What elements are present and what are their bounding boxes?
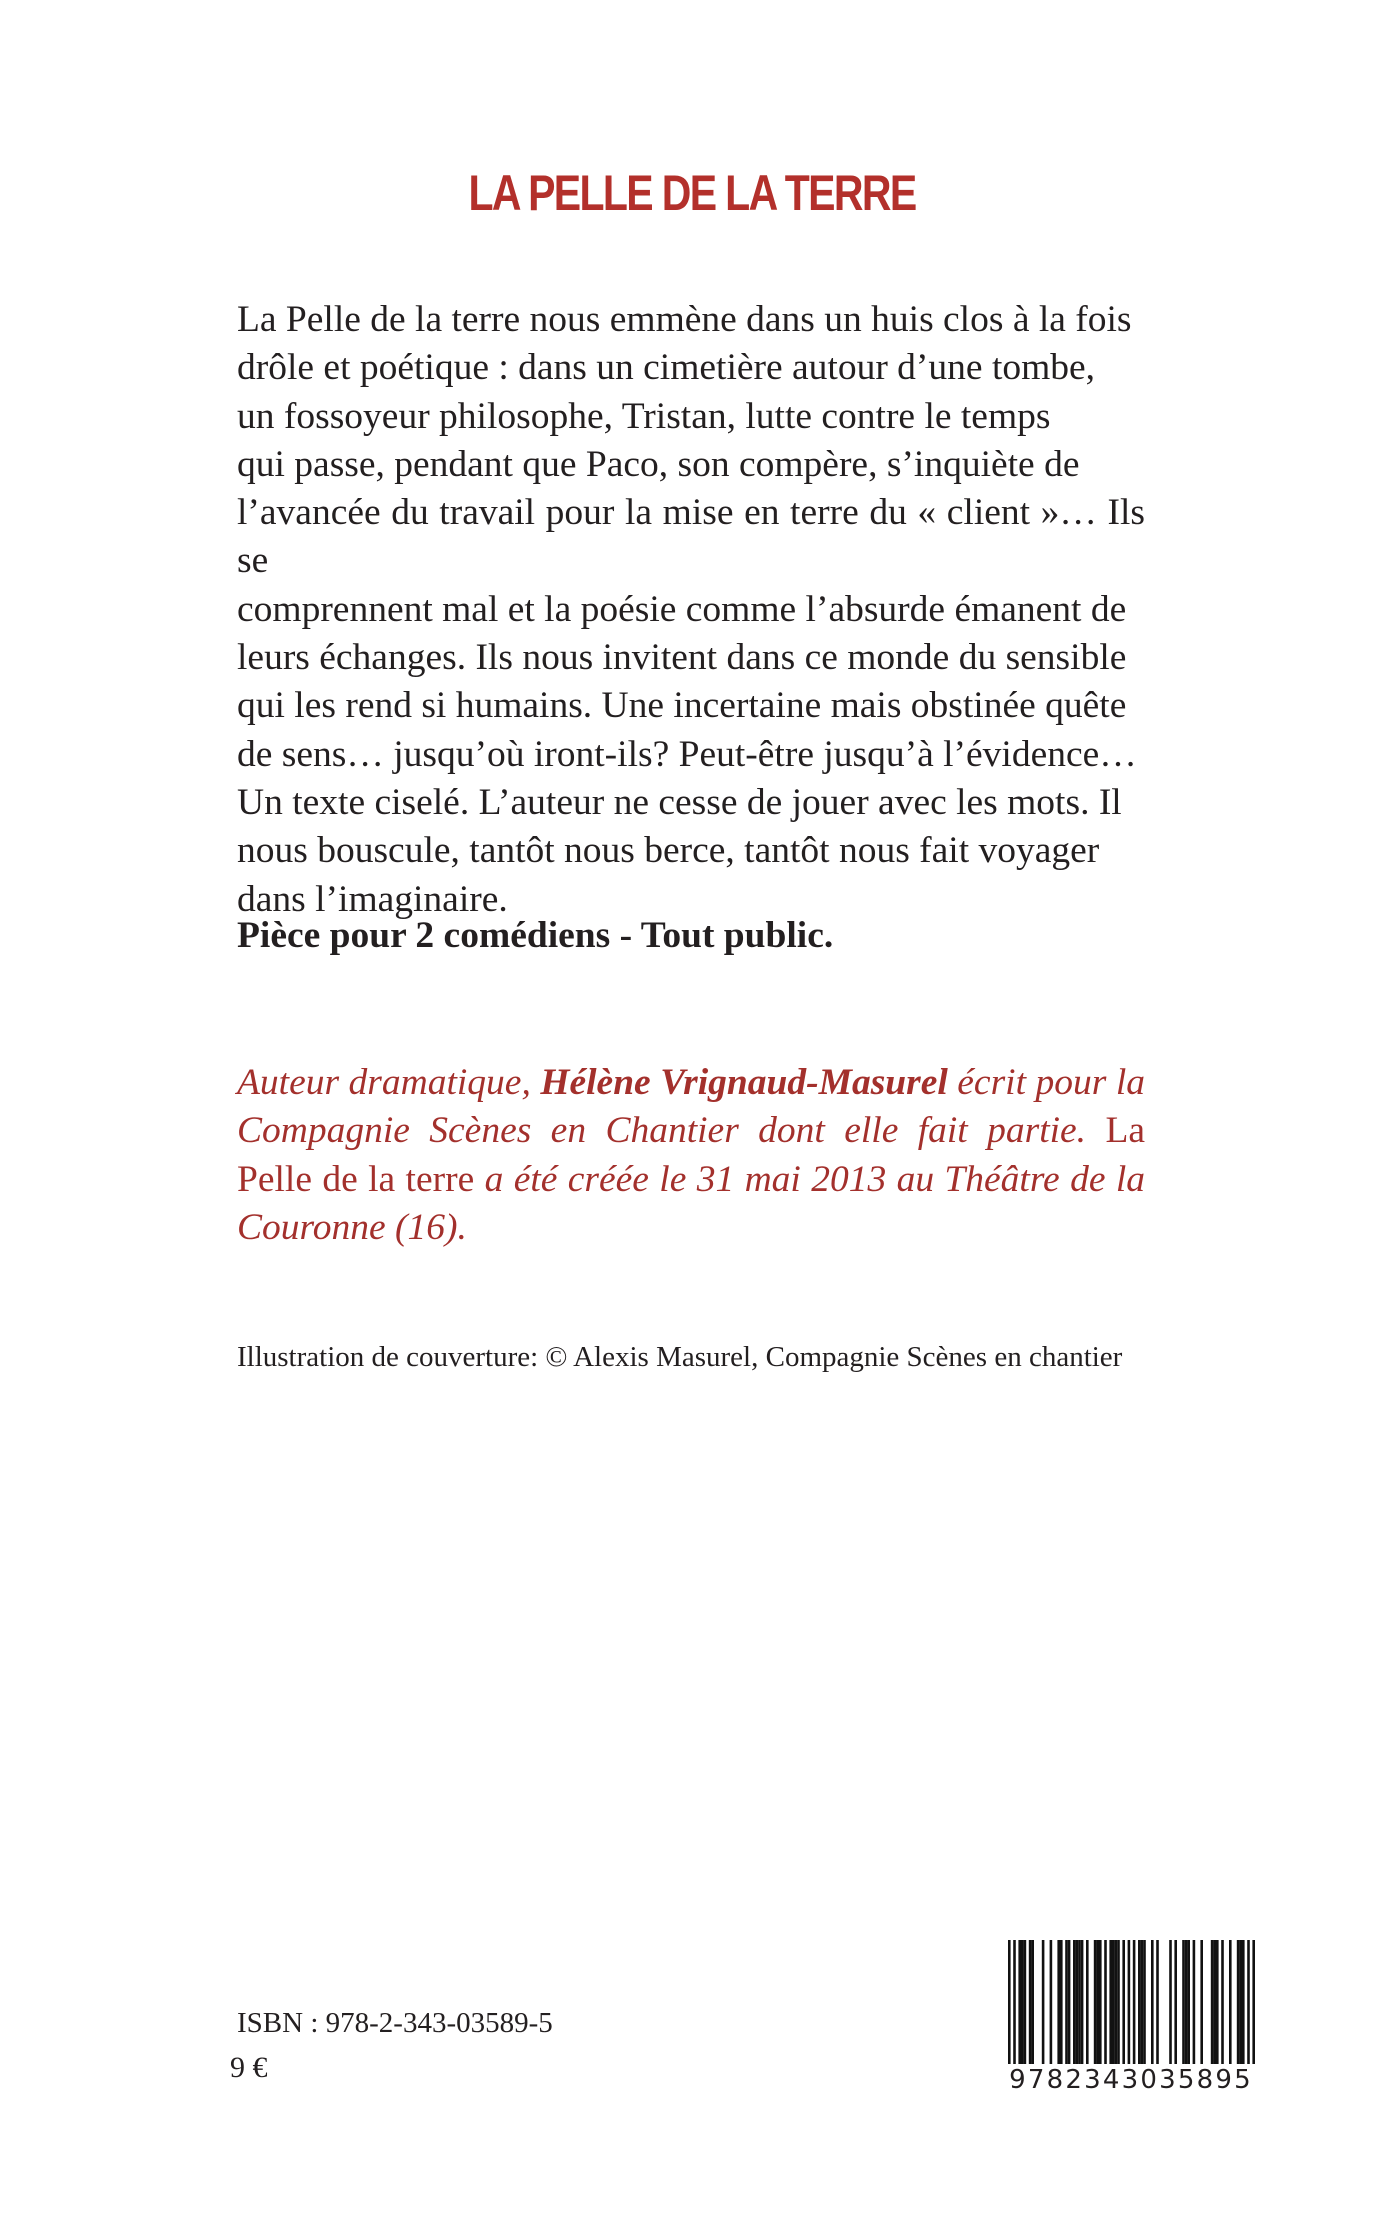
barcode-bar — [1252, 1940, 1255, 2080]
blurb-line: leurs échanges. Ils nous invitent dans ce monde du sensible — [237, 637, 1127, 679]
barcode-bar — [1182, 1940, 1185, 2066]
barcode-bar — [1221, 1940, 1224, 2066]
barcode-bar — [1094, 1940, 1097, 2066]
blurb-paragraph — [237, 296, 1145, 924]
price: 9 € — [230, 2051, 268, 2084]
barcode-bar — [1156, 1940, 1159, 2066]
barcode-bar — [1138, 1940, 1141, 2066]
barcode-bar — [1008, 1940, 1011, 2080]
barcode-bar — [1133, 1940, 1136, 2080]
cast-tagline: Pièce pour 2 comédiens - Tout public. — [237, 915, 834, 956]
barcode-bar — [1099, 1940, 1102, 2066]
bio-text: a été créée le 31 mai 2013 au Théâtre de la Couronne (16). — [237, 1158, 1145, 1248]
barcode-bar — [1213, 1940, 1216, 2066]
blurb-line: dans l’imaginaire. — [237, 878, 508, 920]
barcode-bar — [1237, 1940, 1240, 2066]
barcode-bar — [1024, 1940, 1027, 2066]
barcode-bar — [1065, 1940, 1068, 2066]
barcode-number: 9782343035895 — [996, 2064, 1266, 2096]
blurb-line: La Pelle de la terre nous emmène dans un huis clos à la fois — [237, 299, 1132, 340]
barcode-bar — [1029, 1940, 1032, 2066]
play-title: La Pelle de la terre — [237, 1110, 1145, 1200]
barcode-bar — [1128, 1940, 1131, 2080]
barcode-bar — [1216, 1940, 1219, 2066]
barcode-bar — [1169, 1940, 1172, 2066]
barcode-bar — [1081, 1940, 1084, 2066]
book-title: LA PELLE DE LA TERRE — [468, 165, 916, 221]
blurb-line: un fossoyeur philosophe, Tristan, lutte contre le temps — [237, 395, 1051, 437]
barcode-bar — [1239, 1940, 1242, 2066]
barcode-bar — [1117, 1940, 1120, 2066]
barcode-bar — [1185, 1940, 1188, 2066]
barcode-bar — [1247, 1940, 1250, 2080]
barcode-bar — [1031, 1940, 1034, 2066]
barcode-bar — [1042, 1940, 1045, 2066]
barcode-bar — [1112, 1940, 1115, 2066]
barcode-bar — [1073, 1940, 1076, 2066]
barcode-bar — [1021, 1940, 1024, 2066]
barcode-bar — [1122, 1940, 1125, 2066]
barcode-bar — [1076, 1940, 1079, 2066]
barcode-bar — [1174, 1940, 1177, 2066]
barcode-bar — [1086, 1940, 1089, 2066]
barcode-bar — [1211, 1940, 1214, 2066]
author-bio — [237, 1059, 1145, 1252]
barcode-bar — [1200, 1940, 1203, 2066]
blurb-line: l’avancée du travail pour la mise en terre du « client »… Ils se — [237, 492, 1145, 582]
bio-text: écrit pour la Compagnie Scènes en Chantier dont elle fait partie. — [237, 1062, 1145, 1152]
barcode-bar — [1143, 1940, 1146, 2066]
barcode-bar — [1060, 1940, 1063, 2066]
author-name: Hélène Vrignaud-Masurel — [540, 1062, 948, 1103]
bio-text: Auteur dramatique, — [237, 1062, 541, 1103]
blurb-line: de sens… jusqu’où iront-ils? Peut-être jusqu’à l’évidence… — [237, 733, 1137, 775]
barcode-bar — [1013, 1940, 1016, 2080]
barcode — [996, 1940, 1266, 2100]
blurb-line: nous bouscule, tantôt nous berce, tantôt nous fait voyager — [237, 830, 1100, 872]
barcode-bar — [1050, 1940, 1053, 2066]
barcode-bar — [1151, 1940, 1154, 2066]
barcode-bar — [1242, 1940, 1245, 2066]
barcode-bar — [1109, 1940, 1112, 2066]
barcode-bar — [1068, 1940, 1071, 2066]
blurb-line: qui passe, pendant que Paco, son compère, s’inquiète de — [237, 443, 1080, 485]
barcode-bar — [1104, 1940, 1107, 2066]
blurb-line: qui les rend si humains. Une incertaine mais obstinée quête — [237, 685, 1127, 727]
barcode-bar — [1187, 1940, 1190, 2066]
barcode-bar — [1057, 1940, 1060, 2066]
barcode-bar — [1115, 1940, 1118, 2066]
barcode-bar — [1229, 1940, 1232, 2066]
barcode-bar — [1193, 1940, 1196, 2066]
barcode-bar — [1018, 1940, 1021, 2066]
isbn: ISBN : 978-2-343-03589-5 — [237, 2007, 553, 2039]
barcode-bar — [1141, 1940, 1144, 2066]
barcode-bar — [1078, 1940, 1081, 2066]
blurb-line: Un texte ciselé. L’auteur ne cesse de jouer avec les mots. Il — [237, 781, 1122, 823]
blurb-line: comprennent mal et la poésie comme l’absurde émanent de — [237, 588, 1127, 630]
cover-credit: Illustration de couverture: © Alexis Masurel, Compagnie Scènes en chantier — [237, 1341, 1123, 1373]
barcode-bar — [1096, 1940, 1099, 2066]
blurb-line: drôle et poétique : dans un cimetière autour d’une tombe, — [237, 347, 1096, 389]
